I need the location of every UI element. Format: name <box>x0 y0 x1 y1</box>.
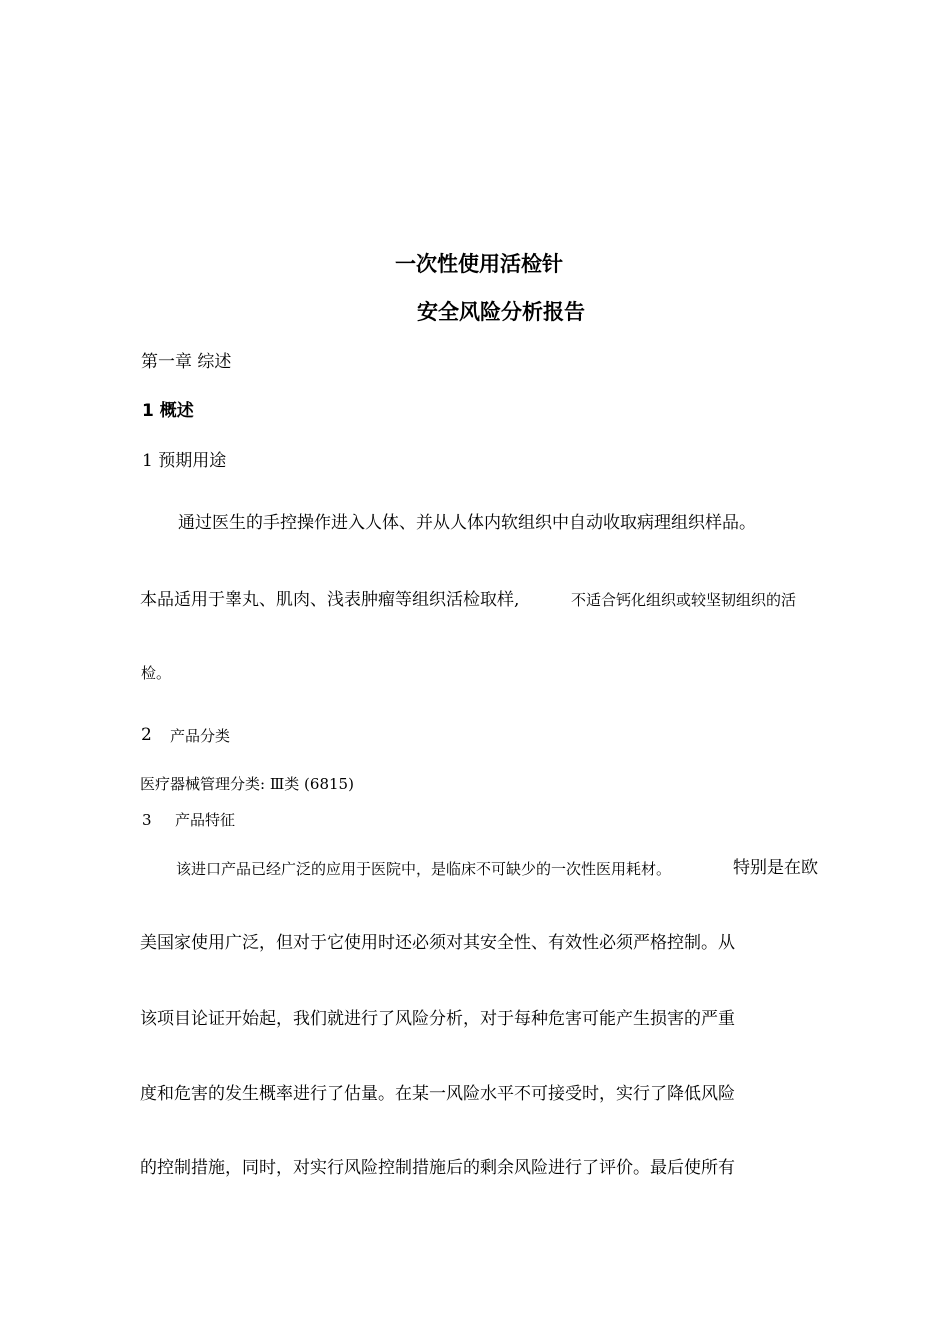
paragraph-features-line-1a: 该进口产品已经广泛的应用于医院中，是临床不可缺少的一次性医用耗材。 <box>176 860 672 878</box>
subsection-classification-number: 2 <box>141 725 152 745</box>
paragraph-features-line-4: 度和危害的发生概率进行了估量。在某一风险水平不可接受时，实行了降低风险 <box>140 1084 735 1104</box>
paragraph-intended-use-line-1: 通过医生的手控操作进入人体、并从人体内软组织中自动收取病理组织样品。 <box>178 513 756 533</box>
paragraph-intended-use-line-2a: 本品适用于睾丸、肌肉、浅表肿瘤等组织活检取样, <box>140 590 520 610</box>
paragraph-features-line-3: 该项目论证开始起，我们就进行了风险分析，对于每种危害可能产生损害的严重 <box>140 1009 735 1029</box>
subsection-features-number: 3 <box>142 811 152 829</box>
classification-text: 医疗器械管理分类: Ⅲ类 (6815) <box>140 775 354 793</box>
document-title: 一次性使用活检针 <box>395 252 563 276</box>
paragraph-features-line-1b: 特别是在欧 <box>733 858 818 878</box>
paragraph-features-line-2: 美国家使用广泛，但对于它使用时还必须对其安全性、有效性必须严格控制。从 <box>140 933 735 953</box>
section-heading-overview: 1 概述 <box>142 401 194 421</box>
subsection-features-title: 产品特征 <box>175 811 236 829</box>
chapter-heading: 第一章 综述 <box>141 352 232 372</box>
paragraph-features-line-5: 的控制措施，同时，对实行风险控制措施后的剩余风险进行了评价。最后使所有 <box>140 1158 735 1178</box>
document-subtitle: 安全风险分析报告 <box>417 300 585 324</box>
subsection-intended-use: 1 预期用途 <box>142 451 227 471</box>
paragraph-intended-use-line-2b: 不适合钙化组织或较坚韧组织的活 <box>571 591 797 609</box>
subsection-classification-title: 产品分类 <box>170 727 231 745</box>
paragraph-intended-use-line-3: 检。 <box>141 664 172 682</box>
